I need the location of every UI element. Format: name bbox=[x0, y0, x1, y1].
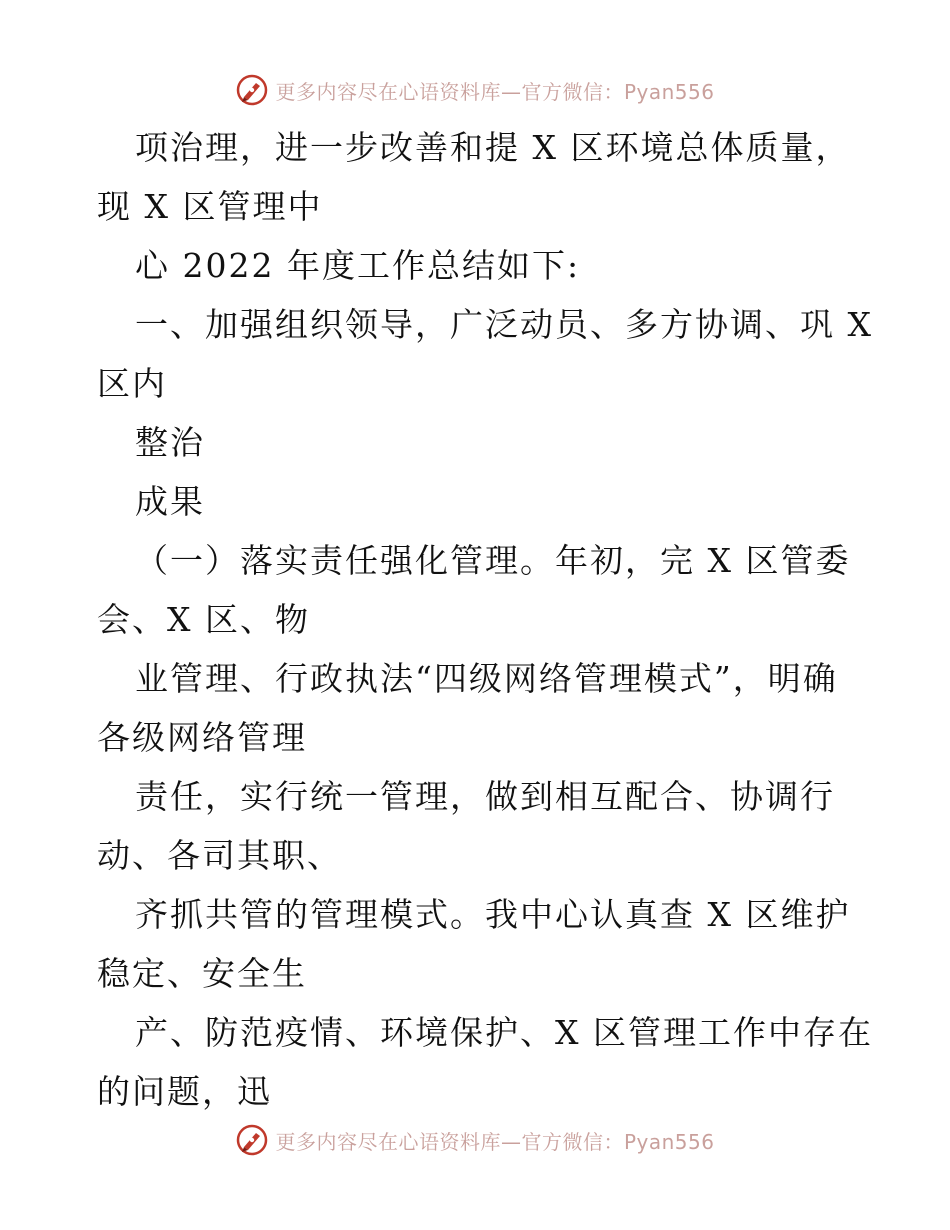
text-line: 成果 bbox=[135, 482, 205, 521]
text-line: 整治 bbox=[135, 423, 205, 462]
text-line: 产、防范疫情、环境保护、X 区管理工作中存在 bbox=[135, 1013, 873, 1052]
text-line: 各级网络管理 bbox=[97, 718, 307, 757]
text-line: （一）落实责任强化管理。年初，完 X 区管委 bbox=[135, 541, 851, 580]
text-line: 心 2022 年度工作总结如下: bbox=[135, 246, 581, 285]
header-watermark bbox=[0, 70, 950, 110]
text-line: 业管理、行政执法“四级网络管理模式”，明确 bbox=[135, 659, 838, 698]
text-line: 现 X 区管理中 bbox=[97, 187, 323, 226]
text-line: 区内 bbox=[97, 364, 167, 403]
text-line: 责任，实行统一管理，做到相互配合、协调行 bbox=[135, 777, 835, 816]
text-line: 一、加强组织领导，广泛动员、多方协调、巩 X bbox=[135, 305, 873, 344]
text-line: 会、X 区、物 bbox=[97, 600, 310, 639]
watermark-text: 更多内容尽在心语资料库—官方微信：Pyan556 bbox=[275, 1129, 715, 1154]
text-line: 齐抓共管的管理模式。我中心认真查 X 区维护 bbox=[135, 895, 851, 934]
pen-logo-icon bbox=[235, 73, 269, 107]
text-line: 稳定、安全生 bbox=[97, 954, 307, 993]
watermark-text: 更多内容尽在心语资料库—官方微信：Pyan556 bbox=[275, 79, 715, 104]
document-body bbox=[97, 118, 877, 1121]
pen-logo-icon bbox=[235, 1123, 269, 1157]
text-line: 动、各司其职、 bbox=[97, 836, 342, 875]
text-line: 项治理，进一步改善和提 X 区环境总体质量， bbox=[135, 128, 851, 167]
text-line: 的问题，迅 bbox=[97, 1072, 272, 1111]
footer-watermark bbox=[0, 1120, 950, 1160]
